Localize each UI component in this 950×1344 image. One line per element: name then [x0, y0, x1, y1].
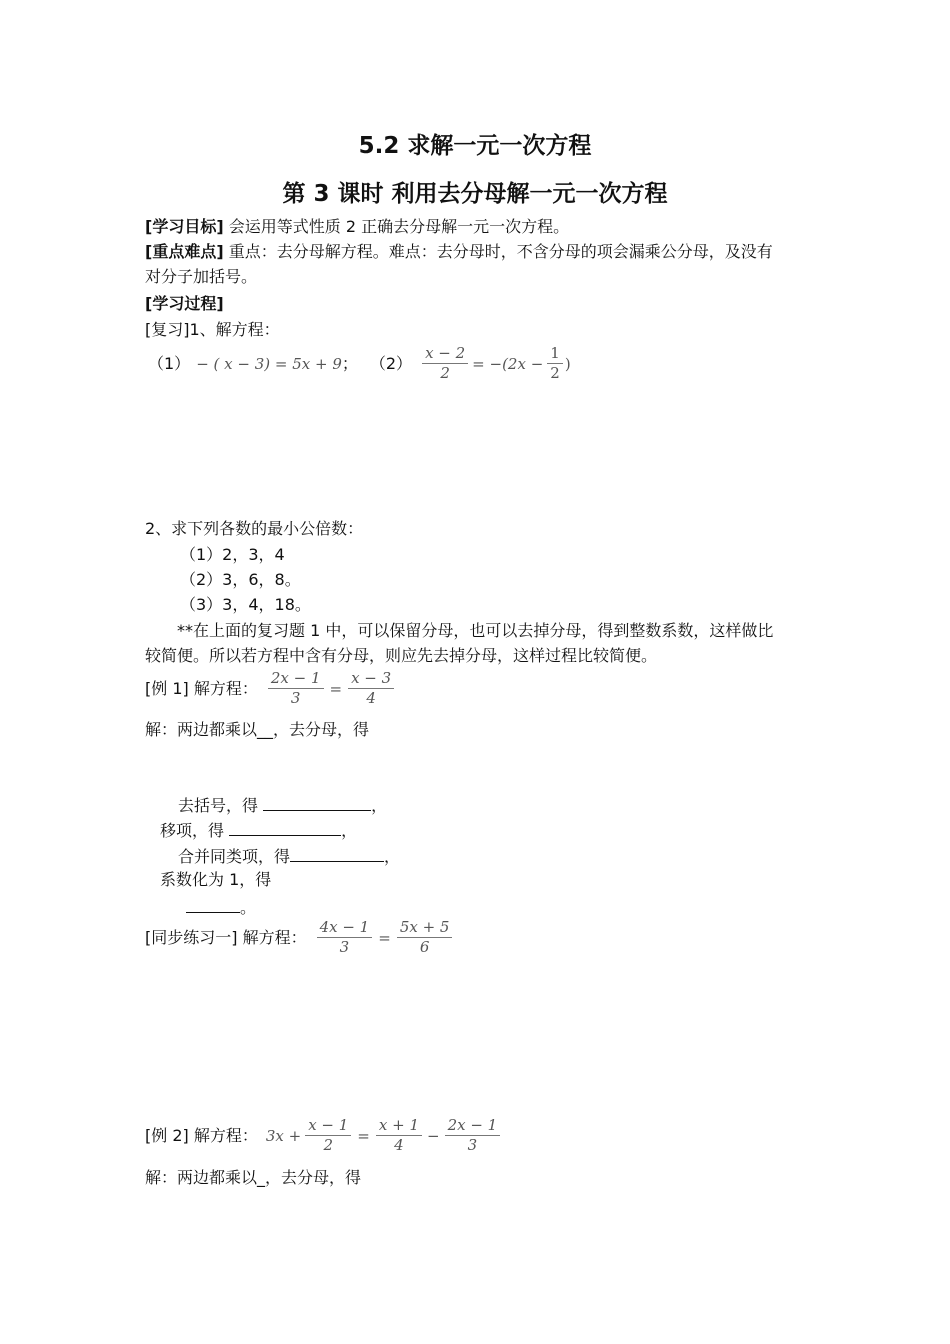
p1-lhs-denominator: 3: [339, 938, 350, 956]
review-equations: [148, 345, 571, 382]
eq2-inner-denominator: 2: [550, 364, 560, 382]
lesson-title: 5.2 求解一元一次方程: [358, 133, 592, 159]
ex1-equals: =: [329, 679, 343, 698]
ex2-minus: −: [426, 1126, 440, 1145]
answer-period: 。: [240, 898, 257, 917]
eq1: − ( x − 3) = 5x + 9: [196, 354, 342, 373]
p1-rhs-numerator: 5x + 5: [397, 919, 453, 938]
step-3-label: 合并同类项，得: [178, 847, 291, 866]
example-2-equation: [266, 1117, 502, 1154]
goal-text: 会运用等式性质 2 正确去分母解一元一次方程。: [223, 217, 570, 236]
ex1-rhs-denominator: 4: [366, 689, 376, 707]
difficulty-label: [重点难点]: [145, 242, 224, 261]
eq2-numerator: x − 2: [422, 345, 468, 364]
ex2-f1-numerator: x − 1: [305, 1117, 351, 1136]
ex1-lhs-denominator: 3: [290, 689, 301, 707]
ex1-rhs-numerator: x − 3: [348, 670, 394, 689]
lcm-item-2: （2）3，6，8。: [180, 570, 301, 589]
step-1-comma: ，: [371, 796, 388, 815]
eq2-middle: = −(2x −: [472, 354, 544, 373]
step-coefficient: 系数化为 1，得: [160, 870, 272, 889]
difficulty-text-1: 重点：去分母解方程。难点：去分母时，不含分母的项会漏乘公分母，及没有: [223, 242, 773, 261]
practice-1: [145, 919, 454, 956]
step-transpose: [160, 819, 357, 842]
note-line-1: **在上面的复习题 1 中，可以保留分母，也可以去掉分母，得到整数系数，这样做比: [177, 621, 774, 640]
review-question-2: 2、求下列各数的最小公倍数：: [145, 519, 364, 538]
example-1: [145, 670, 396, 707]
ex2-f1-denominator: 2: [323, 1136, 334, 1154]
lesson-subtitle: 第 3 课时 利用去分母解一元一次方程: [282, 181, 668, 207]
key-difficulty: [145, 241, 773, 263]
eq2-tag: （2）: [369, 353, 413, 373]
eq-separator: ；: [341, 353, 358, 373]
ex1-lhs-numerator: 2x − 1: [268, 670, 324, 689]
p1-equals: =: [378, 928, 391, 947]
step-2-blank[interactable]: [229, 819, 341, 836]
answer-blank[interactable]: [186, 896, 240, 913]
example-2: [145, 1117, 502, 1154]
goal-label: [学习目标]: [145, 217, 224, 236]
step-1-blank[interactable]: [263, 794, 371, 811]
example-2-label: [例 2] 解方程：: [145, 1125, 258, 1145]
ex2-equals: =: [357, 1126, 370, 1145]
lcm-item-1: （1）2，3，4: [180, 545, 285, 564]
difficulty-text-2: 对分子加括号。: [145, 267, 258, 286]
ex2-f3-denominator: 3: [467, 1136, 478, 1154]
ex2-f3-numerator: 2x − 1: [445, 1117, 501, 1136]
eq2-denominator: 2: [440, 364, 450, 382]
ex2-term-1: 3x +: [265, 1126, 302, 1145]
step-combine-terms: [178, 845, 400, 868]
step-1-label: 去括号，得: [178, 796, 264, 815]
eq1-tag: （1）: [148, 353, 191, 373]
eq2-inner-numerator: 1: [547, 345, 563, 364]
eq2: [420, 345, 571, 382]
eq2-end: ): [564, 354, 571, 373]
process-label: [学习过程]: [145, 294, 224, 313]
p1-rhs-denominator: 6: [419, 938, 430, 956]
note-line-2: 较简便。所以若方程中含有分母，则应先去掉分母，这样过程比较简便。: [145, 646, 658, 665]
step-3-comma: ，: [384, 847, 401, 866]
example-1-equation: [266, 670, 396, 707]
example-1-label: [例 1] 解方程：: [145, 678, 258, 698]
step-2-comma: ，: [341, 821, 358, 840]
step-remove-parentheses: [178, 794, 387, 817]
ex2-f2-numerator: x + 1: [376, 1117, 422, 1136]
learning-goal: [145, 216, 569, 238]
step-answer: [186, 896, 256, 919]
lcm-item-3: （3）3，4，18。: [180, 595, 311, 614]
example-1-solution: 解：两边都乘以__，去分母，得: [145, 720, 370, 739]
example-2-solution: 解：两边都乘以_，去分母，得: [145, 1168, 362, 1187]
step-2-label: 移项，得: [160, 821, 230, 840]
ex2-f2-denominator: 4: [394, 1136, 404, 1154]
review-question-1: [复习]1、解方程：: [145, 320, 280, 339]
p1-lhs-numerator: 4x − 1: [317, 919, 373, 938]
practice-1-label: [同步练习一] 解方程：: [145, 927, 307, 947]
practice-1-equation: [315, 919, 455, 956]
step-3-blank[interactable]: [290, 845, 384, 862]
